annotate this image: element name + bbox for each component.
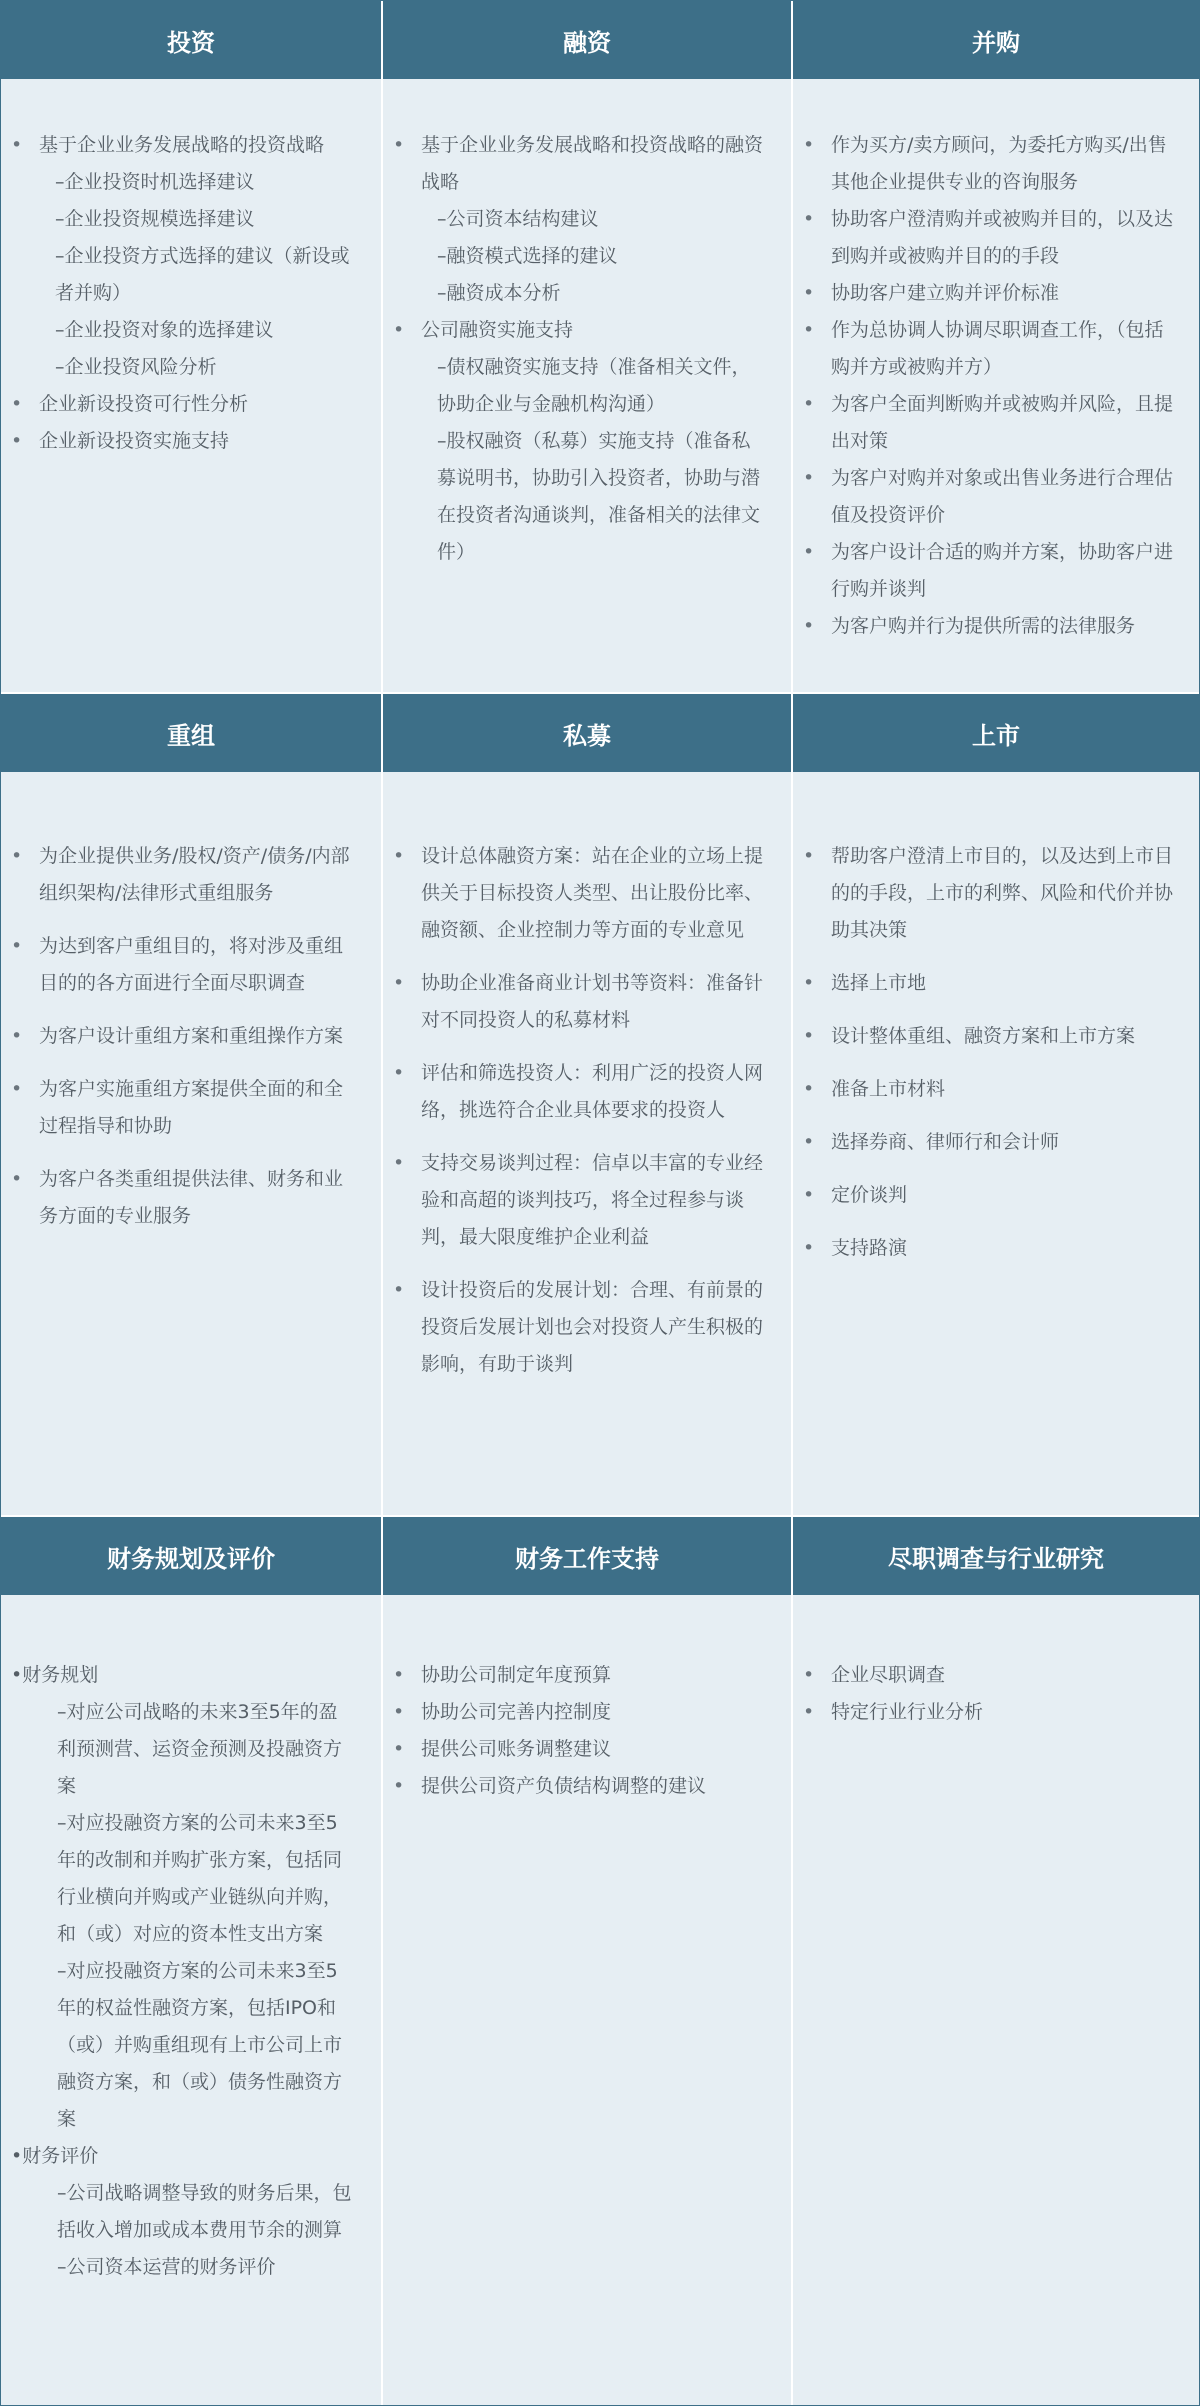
list-item: • 选择券商、律师行和会计师 [793, 1124, 1199, 1161]
section-body [383, 1657, 791, 1805]
list-item: • 协助公司完善内控制度 [383, 1694, 791, 1731]
section-body [793, 1657, 1199, 1731]
row-2 [1, 692, 1199, 1515]
row-1 [1, 1, 1199, 692]
list-item: • 协助企业准备商业计划书等资料：准备针对不同投资人的私募材料 [383, 965, 791, 1039]
sub-item: –公司资本结构建议 [437, 208, 599, 230]
list-item: • 为达到客户重组目的，将对涉及重组目的的各方面进行全面尽职调查 [1, 928, 381, 1002]
section-title: 上市 [793, 692, 1199, 772]
sub-item: –企业投资时机选择建议 [55, 171, 255, 193]
section-title: 融资 [383, 1, 791, 79]
section-body [1, 1657, 381, 2286]
section-body [1, 838, 381, 1251]
section-body [793, 838, 1199, 1283]
sub-item: –融资模式选择的建议 [437, 245, 618, 267]
section-title: 尽职调查与行业研究 [793, 1515, 1199, 1595]
list-item: • 为客户对购并对象或出售业务进行合理估值及投资评价 [793, 460, 1199, 534]
list-item: • 协助公司制定年度预算 [383, 1657, 791, 1694]
list-item: • 评估和筛选投资人：利用广泛的投资人网络，挑选符合企业具体要求的投资人 [383, 1055, 791, 1129]
list-item: • 基于企业业务发展战略的投资战略 –企业投资时机选择建议 –企业投资规模选择建议 –企业投资方式选择的建议（新设或者并购） –企业投资对象的选择建议 –企业投资风险分析 [1, 127, 381, 386]
list-item: • 为客户各类重组提供法律、财务和业务方面的专业服务 [1, 1161, 381, 1235]
section-body [383, 127, 791, 571]
list-item: • 选择上市地 [793, 965, 1199, 1002]
section-title: 投资 [1, 1, 381, 79]
list-item: • 准备上市材料 [793, 1071, 1199, 1108]
list-item: • 基于企业业务发展战略和投资战略的融资战略 –公司资本结构建议 –融资模式选择的建议 –融资成本分析 [383, 127, 791, 312]
list-item: • 公司融资实施支持 –债权融资实施支持（准备相关文件，协助企业与金融机构沟通） –股权融资（私募）实施支持（准备私募说明书，协助引入投资者，协助与潜在投资者沟通谈判，准备相关的法律文件） [383, 312, 791, 571]
section-private-placement [381, 692, 791, 1515]
sub-item: –公司战略调整导致的财务后果，包括收入增加或成本费用节余的测算 [57, 2182, 352, 2241]
list-item: • 支持交易谈判过程：信卓以丰富的专业经验和高超的谈判技巧，将全过程参与谈判，最大限度维护企业利益 [383, 1145, 791, 1256]
section-listing [791, 692, 1199, 1515]
sub-item: –债权融资实施支持（准备相关文件，协助企业与金融机构沟通） [437, 356, 751, 415]
section-title: 并购 [793, 1, 1199, 79]
section-restructuring [1, 692, 381, 1515]
section-body [1, 127, 381, 460]
list-item: • 设计投资后的发展计划：合理、有前景的投资后发展计划也会对投资人产生积极的影响，有助于谈判 [383, 1272, 791, 1383]
sub-item: –企业投资风险分析 [55, 356, 217, 378]
list-item: • 为客户设计合适的购并方案，协助客户进行购并谈判 [793, 534, 1199, 608]
sub-item: –对应投融资方案的公司未来3至5年的权益性融资方案，包括IPO和（或）并购重组现有上市公司上市融资方案，和（或）债务性融资方案 [57, 1960, 343, 2130]
list-item: • 企业新设投资实施支持 [1, 423, 381, 460]
list-item: • 协助客户建立购并评价标准 [793, 275, 1199, 312]
list-item: • 提供公司账务调整建议 [383, 1731, 791, 1768]
list-item: • 定价谈判 [793, 1177, 1199, 1214]
list-item: • 提供公司资产负债结构调整的建议 [383, 1768, 791, 1805]
sub-item: –股权融资（私募）实施支持（准备私募说明书，协助引入投资者，协助与潜在投资者沟通谈判，准备相关的法律文件） [437, 430, 761, 563]
list-item: • 特定行业行业分析 [793, 1694, 1199, 1731]
list-item: •财务规划 [11, 1664, 99, 1686]
section-title: 私募 [383, 692, 791, 772]
section-due-diligence [791, 1515, 1199, 2405]
sub-item: –企业投资方式选择的建议（新设或者并购） [55, 245, 350, 304]
sub-item: –对应投融资方案的公司未来3至5年的改制和并购扩张方案，包括同行业横向并购或产业链纵向并购，和（或）对应的资本性支出方案 [57, 1812, 343, 1945]
list-item: • 支持路演 [793, 1230, 1199, 1267]
list-item: • 作为买方/卖方顾问，为委托方购买/出售其他企业提供专业的咨询服务 [793, 127, 1199, 201]
sub-item: –公司资本运营的财务评价 [57, 2256, 276, 2278]
list-item: • 协助客户澄清购并或被购并目的，以及达到购并或被购并目的的手段 [793, 201, 1199, 275]
section-body [383, 838, 791, 1399]
list-item: • 为客户设计重组方案和重组操作方案 [1, 1018, 381, 1055]
sub-item: –对应公司战略的未来3至5年的盈利预测营、运资金预测及投融资方案 [57, 1701, 343, 1797]
section-investment [1, 1, 381, 692]
section-financial-planning [1, 1515, 381, 2405]
list-item: • 设计总体融资方案：站在企业的立场上提供关于目标投资人类型、出让股份比率、融资额、企业控制力等方面的专业意见 [383, 838, 791, 949]
list-item: • 帮助客户澄清上市目的，以及达到上市目的的手段，上市的利弊、风险和代价并协助其决策 [793, 838, 1199, 949]
list-item: • 为客户全面判断购并或被购并风险，且提出对策 [793, 386, 1199, 460]
section-title: 重组 [1, 692, 381, 772]
section-title: 财务工作支持 [383, 1515, 791, 1595]
sub-item: –融资成本分析 [437, 282, 561, 304]
section-mergers [791, 1, 1199, 692]
section-financing [381, 1, 791, 692]
list-item: • 企业尽职调查 [793, 1657, 1199, 1694]
list-item: •财务评价 [11, 2145, 99, 2167]
list-item: • 作为总协调人协调尽职调查工作，（包括购并方或被购并方） [793, 312, 1199, 386]
section-finance-support [381, 1515, 791, 2405]
sub-item: –企业投资规模选择建议 [55, 208, 255, 230]
list-item: • 企业新设投资可行性分析 [1, 386, 381, 423]
section-title: 财务规划及评价 [1, 1515, 381, 1595]
list-item: • 为客户购并行为提供所需的法律服务 [793, 608, 1199, 645]
row-3 [1, 1515, 1199, 2405]
list-item: • 设计整体重组、融资方案和上市方案 [793, 1018, 1199, 1055]
sub-item: –企业投资对象的选择建议 [55, 319, 274, 341]
list-item: • 为企业提供业务/股权/资产/债务/内部组织架构/法律形式重组服务 [1, 838, 381, 912]
section-body [793, 127, 1199, 645]
list-item: • 为客户实施重组方案提供全面的和全过程指导和协助 [1, 1071, 381, 1145]
